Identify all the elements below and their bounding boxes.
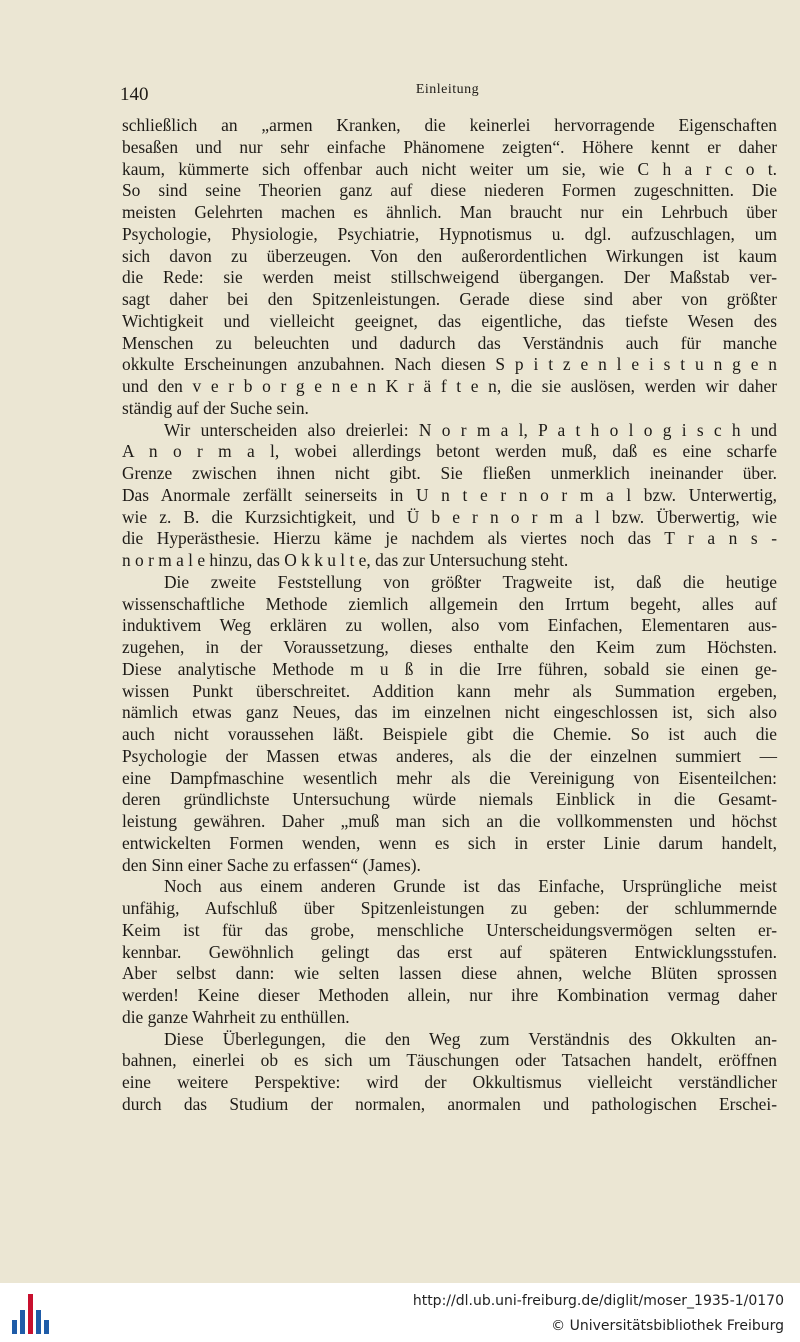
text-line: durch das Studium der normalen, anormalen und pathologischen Erschei- — [122, 1093, 777, 1114]
text-line: Wichtigkeit und vielleicht geeignet, das eigentliche, das tiefste Wesen des — [122, 310, 777, 331]
text-line: die Rede: sie werden meist stillschweigend übergangen. Der Maßstab ver- — [122, 267, 777, 288]
text-line: ständig auf der Suche sein. — [122, 397, 309, 418]
text-line: die ganze Wahrheit zu enthüllen. — [122, 1006, 350, 1027]
running-head: Einleitung — [415, 82, 480, 97]
body-text — [122, 115, 777, 1116]
text-line: Die zweite Feststellung von größter Tragweite ist, daß die heutige — [164, 571, 777, 592]
text-line: wissenschaftliche Methode ziemlich allgemein den Irrtum begeht, alles auf — [122, 593, 777, 614]
text-line: leistung gewähren. Daher „muß man sich an die vollkommensten und höchst — [122, 811, 777, 831]
text-line: zugehen, in der Voraussetzung, dieses enthalte den Keim zum Höchsten. — [122, 637, 777, 657]
text-line: A n o r m a l, wobei allerdings betont werden muß, daß es eine scharfe — [122, 441, 777, 462]
text-line: die Hyperästhesie. Hierzu käme je nachdem als viertes noch das T r a n s - — [122, 528, 777, 549]
text-line: und den v e r b o r g e n e n K r ä f t e n, die sie auslösen, werden wir daher — [122, 376, 777, 396]
permalink-url[interactable]: http://dl.ub.uni-freiburg.de/diglit/moser_1935-1/0170 — [412, 1293, 784, 1309]
text-line: eine Dampfmaschine wesentlich mehr als die Vereinigung von Eisenteilchen: — [122, 767, 777, 788]
text-line: meisten Gelehrten machen es ähnlich. Man braucht nur ein Lehrbuch über — [122, 202, 777, 222]
text-line: So sind seine Theorien ganz auf diese niederen Formen zugeschnitten. Die — [122, 180, 777, 201]
text-line: besaßen und nur sehr einfache Phänomene zeigten“. Höhere kennt er daher — [122, 136, 777, 157]
page-number: 140 — [120, 84, 149, 105]
text-line: Keim ist für das grobe, menschliche Unterscheidungsvermögen selten er- — [122, 919, 777, 940]
text-line: Das Anormale zerfällt seinerseits in U n t e r n o r m a l bzw. Unterwertig, — [122, 484, 777, 505]
text-line: entwickelten Formen wenden, wenn es sich in erster Linie darum handelt, — [122, 832, 777, 853]
text-line: bahnen, einerlei ob es sich um Täuschungen oder Tatsachen handelt, eröffnen — [122, 1050, 777, 1071]
text-line: n o r m a l e hinzu, das O k k u l t e, das zur Untersuchung steht. — [122, 550, 569, 570]
text-line: induktivem Weg erklären zu wollen, also vom Einfachen, Elementaren aus- — [122, 615, 777, 636]
text-line: werden! Keine dieser Methoden allein, nur ihre Kombination vermag daher — [122, 985, 777, 1005]
ub-freiburg-logo-icon — [10, 1292, 50, 1334]
text-line: okkulte Erscheinungen anzubahnen. Nach diesen S p i t z e n l e i s t u n g e n — [122, 354, 777, 375]
text-line: Diese Überlegungen, die den Weg zum Verständnis des Okkulten an- — [164, 1028, 777, 1049]
text-line: wissen Punkt überschreitet. Addition kann mehr als Summation ergeben, — [122, 680, 777, 701]
copyright-notice: © Universitätsbibliothek Freiburg — [551, 1318, 784, 1334]
text-line: Grenze zwischen ihnen nicht gibt. Sie fließen unmerklich ineinander über. — [122, 463, 777, 483]
text-line: eine weitere Perspektive: wird der Okkultismus vielleicht verständlicher — [122, 1072, 777, 1092]
text-line: auch nicht voraussehen läßt. Beispiele gibt die Chemie. So ist auch die — [122, 724, 777, 744]
text-line: den Sinn einer Sache zu erfassen“ (James). — [122, 854, 421, 875]
text-line: Menschen zu beleuchten und dadurch das Verständnis auch für manche — [122, 332, 777, 353]
text-line: kaum, kümmerte sich offenbar auch nicht weiter um sie, wie C h a r c o t. — [122, 158, 777, 179]
text-line: wie z. B. die Kurzsichtigkeit, und Ü b e r n o r m a l bzw. Überwertig, wie — [122, 506, 777, 527]
text-line: Diese analytische Methode m u ß in die Irre führen, sobald sie einen ge- — [122, 658, 777, 679]
footer-bar — [0, 1283, 800, 1342]
text-line: Psychologie, Physiologie, Psychiatrie, Hypnotismus u. dgl. aufzuschlagen, um — [122, 223, 777, 244]
text-line: sich davon zu überzeugen. Von den außerordentlichen Wirkungen ist kaum — [122, 245, 777, 266]
text-line: unfähig, Aufschluß über Spitzenleistungen zu geben: der schlummernde — [122, 898, 777, 918]
text-line: sagt daher bei den Spitzenleistungen. Gerade diese sind aber von größter — [122, 289, 777, 309]
text-line: schließlich an „armen Kranken, die keinerlei hervorragende Eigenschaften — [122, 115, 777, 135]
text-line: Wir unterscheiden also dreierlei: N o r m a l, P a t h o l o g i s c h und — [164, 419, 777, 440]
text-line: Aber selbst dann: wie selten lassen diese ahnen, welche Blüten sprossen — [122, 963, 777, 984]
text-line: Psychologie der Massen etwas anderes, als die der einzelnen summiert — — [122, 745, 777, 766]
text-line: nämlich etwas ganz Neues, das im einzelnen nicht eingeschlossen ist, sich also — [122, 702, 777, 723]
text-line: deren gründlichste Untersuchung würde niemals Einblick in die Gesamt- — [122, 789, 777, 810]
text-line: kennbar. Gewöhnlich gelingt das erst auf späteren Entwicklungsstufen. — [122, 941, 777, 962]
text-line: Noch aus einem anderen Grunde ist das Einfache, Ursprüngliche meist — [164, 876, 777, 897]
